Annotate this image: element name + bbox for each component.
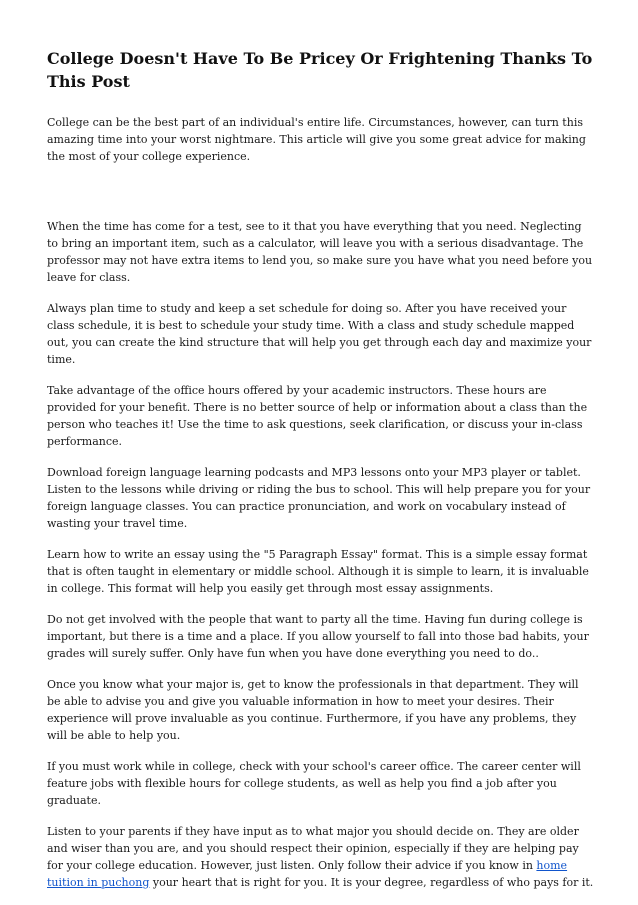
intro-paragraph: College can be the best part of an individual's entire life. Circumstances, however, can turn this amazing time into your worst nightmare. This article will give you some great advice for making the most of your college experience. [47,116,586,163]
paragraph-department-professionals: Once you know what your major is, get to know the professionals in that department. They will be able to advise you and give you valuable information in how to meet your desires. Their experience will prove invaluable as you continue. Furthermore, if you have any problems, they will be able to help you. [47,678,579,742]
paragraph-parents-advice-text-before: Listen to your parents if they have input as to what major you should decide on. They are older and wiser than you are, and you should respect their opinion, especially if they are helping pay for your college education. However, just listen. Only follow their advice if you know in [47,825,579,872]
paragraph-essay-format: Learn how to write an essay using the "5 Paragraph Essay" format. This is a simple essay format that is often taught in elementary or middle school. Although it is simple to learn, it is invaluable in college. This format will help you easily get through most essay assignments. [47,548,589,595]
document-title: College Doesn't Have To Be Pricey Or Frightening Thanks To This Post [47,49,593,91]
paragraph-language-podcasts: Download foreign language learning podcasts and MP3 lessons onto your MP3 player or tablet. Listen to the lessons while driving or riding the bus to school. This will help prepare you for your foreign language classes. You can practice pronunciation, and work on vocabulary instead of wasting your travel time. [47,466,591,530]
paragraph-parents-advice-text-after: your heart that is right for you. It is your degree, regardless of who pays for it. [149,876,594,889]
paragraph-partying: Do not get involved with the people that want to party all the time. Having fun during college is important, but there is a time and a place. If you allow yourself to fall into those bad habits, your grades will surely suffer. Only have fun when you have done everything you need to do.. [47,613,589,660]
document-page [47,47,595,905]
home-tuition-link[interactable]: home tuition in puchong [47,859,568,889]
paragraph-office-hours: Take advantage of the office hours offered by your academic instructors. These hours are provided for your benefit. There is no better source of help or information about a class than the person who teaches it! Use the time to ask questions, seek clarification, or discuss your in-class performance. [47,384,588,448]
paragraph-parents-advice [47,823,595,891]
paragraph-study-schedule: Always plan time to study and keep a set schedule for doing so. After you have received your class schedule, it is best to schedule your study time. With a class and study schedule mapped out, you can create the kind structure that will help you get through each day and maximize your time. [47,302,592,366]
paragraph-career-office: If you must work while in college, check with your school's career office. The career center will feature jobs with flexible hours for college students, as well as help you find a job after you graduate. [47,760,581,807]
paragraph-test-preparation: When the time has come for a test, see to it that you have everything that you need. Neglecting to bring an important item, such as a calculator, will leave you with a serious disadvantage. The professor may not have extra items to lend you, so make sure you have what you need before you leave for class. [47,220,593,284]
